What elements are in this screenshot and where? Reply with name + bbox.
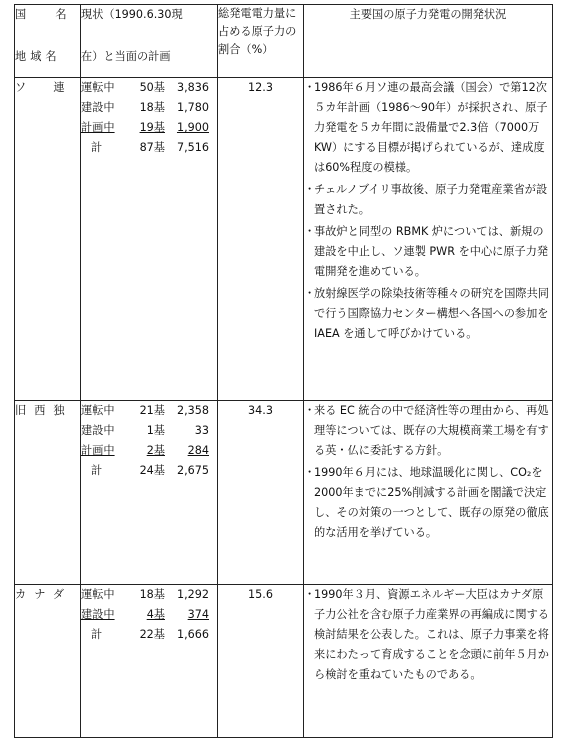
nuclear-share: 34.3 [218, 401, 304, 585]
plant-status [81, 401, 218, 585]
development-notes [304, 585, 553, 738]
plan-line [81, 98, 217, 118]
note-item [304, 284, 552, 344]
header-status [81, 5, 218, 78]
plant-status [81, 585, 218, 738]
plan-capacity: 284 [187, 444, 209, 457]
plan-line [81, 118, 217, 138]
plan-line [81, 78, 217, 98]
plan-capacity: 1,780 [176, 101, 209, 114]
note-text: 1986年６月ソ連の最高会議（国会）で第12次５カ年計画（1986～90年）が採択され、原子力発電を５カ年間に設備量で2.3倍（7000万 KW）にする目標が掲げられているが、達成度は60%程度の模様。 [314, 81, 548, 174]
plan-capacity: 3,836 [176, 81, 209, 94]
development-notes [304, 401, 553, 585]
plan-label: 計画中 [81, 444, 115, 457]
header-status-line1: 現状（1990.6.30現 [81, 8, 183, 21]
note-text: 放射線医学の除染技術等種々の研究を国際共同で行う国際協力センター構想へ各国への参加を IAEA を通して呼びかけている。 [314, 287, 549, 340]
total-capacity: 1,666 [176, 628, 209, 641]
development-notes [304, 78, 553, 401]
header-share: 総発電電力量に占める原子力の割合（%） [218, 5, 304, 78]
note-text: チェルノブイリ事故後、原子力発電産業省が設置された。 [314, 183, 548, 216]
plan-count: 18基 [139, 588, 165, 601]
header-country [15, 5, 81, 78]
note-item [304, 78, 552, 178]
plan-label: 建設中 [81, 424, 115, 437]
note-item [304, 463, 552, 543]
plan-capacity: 1,292 [176, 588, 209, 601]
bullet: ・ [304, 466, 316, 479]
note-item [304, 180, 552, 220]
plan-capacity: 2,358 [176, 404, 209, 417]
plan-count: 19基 [139, 121, 165, 134]
plan-capacity: 1,900 [176, 121, 209, 134]
plan-capacity: 374 [187, 608, 209, 621]
total-count: 22基 [139, 628, 165, 641]
table-row [15, 401, 553, 585]
plan-total [81, 461, 217, 481]
plan-line [81, 401, 217, 421]
note-item [304, 222, 552, 282]
plan-total [81, 138, 217, 158]
table-row [15, 585, 553, 738]
table-row [15, 78, 553, 401]
plan-line [81, 585, 217, 605]
plan-count: 21基 [139, 404, 165, 417]
plan-label: 運転中 [81, 404, 115, 417]
plan-label: 運転中 [81, 588, 115, 601]
total-label: 計 [91, 464, 103, 477]
plan-count: 2基 [146, 444, 165, 457]
total-count: 24基 [139, 464, 165, 477]
plant-status [81, 78, 218, 401]
note-text: 1990年３月、資源エネルギー大臣はカナダ原子力公社を含む原子力産業界の再編成に関する検討結果を公表した。これは、原子力事業を将来にわたって育成することを念頭に前年５月から検討を重ねていたものである。 [314, 588, 549, 681]
country-name: カナダ [15, 585, 81, 738]
nuclear-status-table [14, 4, 553, 738]
bullet: ・ [304, 287, 316, 300]
header-development: 主要国の原子力発電の開発状況 [304, 5, 553, 78]
bullet: ・ [304, 81, 316, 94]
nuclear-share: 12.3 [218, 78, 304, 401]
plan-total [81, 625, 217, 645]
header-status-line2: 在）と当面の計画 [81, 50, 171, 63]
total-count: 87基 [139, 141, 165, 154]
plan-count: 4基 [146, 608, 165, 621]
note-text: 事故炉と同型の RBMK 炉については、新規の建設を中止し、ソ連製 PWR を中心に原子力発電開発を進めている。 [314, 225, 549, 278]
total-capacity: 2,675 [176, 464, 209, 477]
total-label: 計 [91, 141, 103, 154]
header-country-line2: 地域名 [15, 50, 61, 63]
header-country-line1: 国 名 [15, 8, 76, 21]
plan-count: 50基 [139, 81, 165, 94]
note-item [304, 585, 552, 685]
note-text: 1990年６月には、地球温暖化に関し、CO₂を2000年までに25%削減する計画を閣議で決定し、その対策の一つとして、既存の原発の徹底的な活用を挙げている。 [314, 466, 549, 539]
plan-label: 計画中 [81, 121, 115, 134]
plan-label: 建設中 [81, 101, 115, 114]
bullet: ・ [304, 183, 316, 196]
bullet: ・ [304, 225, 316, 238]
note-item [304, 401, 552, 461]
header-row [15, 5, 553, 78]
plan-line [81, 605, 217, 625]
plan-label: 建設中 [81, 608, 115, 621]
bullet: ・ [304, 404, 316, 417]
plan-capacity: 33 [194, 424, 209, 437]
note-text: 来る EC 統合の中で経済性等の理由から、再処理等については、既存の大規模商業工場を有する英・仏に委託する方針。 [314, 404, 549, 457]
plan-count: 1基 [146, 424, 165, 437]
bullet: ・ [304, 588, 316, 601]
country-name: ソ 連 [15, 78, 81, 401]
plan-line [81, 441, 217, 461]
nuclear-share: 15.6 [218, 585, 304, 738]
total-label: 計 [91, 628, 103, 641]
total-capacity: 7,516 [176, 141, 209, 154]
country-name: 旧西独 [15, 401, 81, 585]
plan-line [81, 421, 217, 441]
plan-label: 運転中 [81, 81, 115, 94]
plan-count: 18基 [139, 101, 165, 114]
